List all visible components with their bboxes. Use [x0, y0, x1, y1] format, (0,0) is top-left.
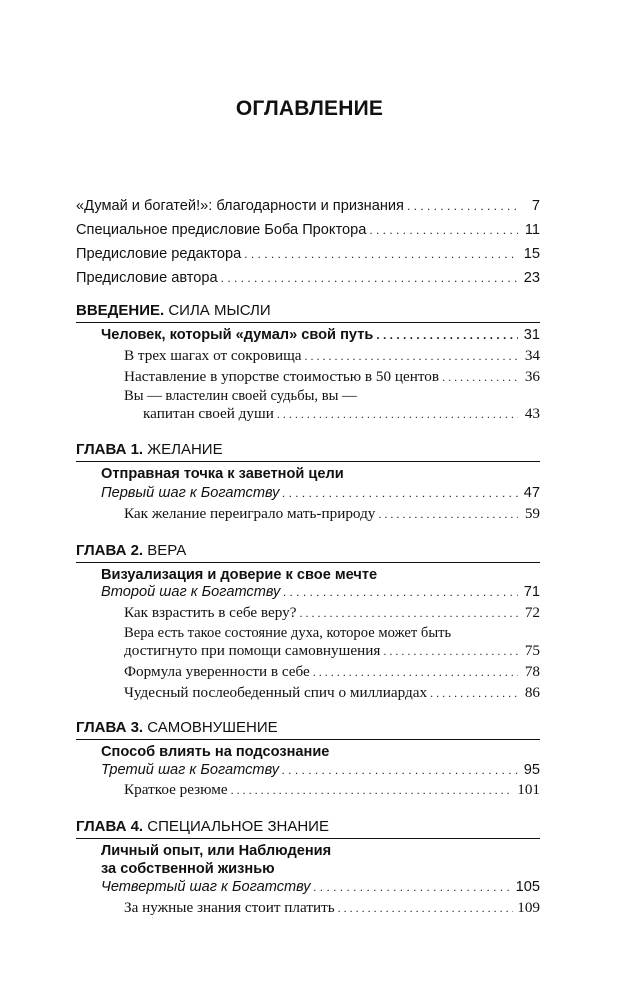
leader-dots: [299, 603, 518, 623]
toc-subtitle: Способ влиять на подсознание: [101, 744, 330, 760]
toc-entry-page: 7: [531, 198, 540, 214]
toc-entry-page: 78: [524, 663, 540, 680]
page-title: ОГЛАВЛЕНИЕ: [235, 97, 384, 120]
toc-step-title: Второй шаг к Богатству: [101, 584, 281, 600]
leader-dots: [244, 244, 518, 264]
toc-entry-title: За нужные знания стоит платить: [124, 899, 335, 916]
section-name: ВЕРА: [143, 542, 187, 559]
section-label: ГЛАВА 4.: [76, 818, 144, 835]
toc-entry-page: 95: [523, 762, 540, 778]
toc-entry-page: 71: [523, 584, 540, 600]
toc-entry[interactable]: [76, 268, 540, 288]
toc-entry-title: Специальное предисловие Боба Проктора: [76, 222, 367, 238]
leader-dots: [383, 641, 518, 661]
toc-entry-page: 72: [524, 604, 540, 621]
toc-entry-page: 43: [524, 405, 540, 422]
toc-entry-page: 105: [515, 879, 540, 895]
section-heading-chapter-2: [76, 541, 186, 561]
toc-entry-page: 75: [524, 642, 540, 659]
section-heading-chapter-1: [76, 440, 223, 460]
toc-entry[interactable]: [101, 325, 540, 345]
section-name: СИЛА МЫСЛИ: [164, 302, 271, 319]
section-divider: [76, 838, 540, 839]
leader-dots: [277, 404, 518, 424]
section-label: ВВЕДЕНИЕ.: [76, 302, 165, 319]
toc-entry-page: 109: [517, 899, 540, 916]
leader-dots: [376, 325, 518, 345]
toc-entry-title: капитан своей души: [143, 405, 274, 422]
toc-entry[interactable]: [124, 603, 540, 623]
section-name: СПЕЦИАЛЬНОЕ ЗНАНИЕ: [143, 818, 329, 835]
toc-entry[interactable]: [124, 367, 540, 387]
toc-entry[interactable]: [101, 760, 540, 780]
leader-dots: [282, 483, 518, 503]
section-divider: [76, 322, 540, 323]
toc-entry-title: Формула уверенности в себе: [124, 663, 310, 680]
toc-entry-title: Наставление в упорстве стоимостью в 50 центов: [124, 368, 440, 385]
section-divider: [76, 739, 540, 740]
leader-dots: [221, 268, 518, 288]
toc-entry[interactable]: [101, 483, 540, 503]
section-name: ЖЕЛАНИЕ: [143, 441, 223, 458]
toc-step-title: Первый шаг к Богатству: [101, 485, 280, 501]
toc-entry[interactable]: [101, 582, 540, 602]
toc-entry-title: Чудесный послеобеденный спич о миллиардах: [124, 684, 428, 701]
section-heading-chapter-3: [76, 718, 278, 738]
toc-entry[interactable]: [124, 346, 540, 366]
leader-dots: [407, 196, 518, 216]
leader-dots: [369, 220, 518, 240]
toc-entry-title: Как взрастить в себе веру?: [124, 604, 297, 621]
toc-step-title: Четвертый шаг к Богатству: [101, 879, 311, 895]
toc-entry-title: Как желание переиграло мать-природу: [124, 505, 376, 522]
toc-entry-page: 36: [524, 368, 540, 385]
toc-subtitle: Человек, который «думал» свой путь: [101, 327, 374, 343]
toc-entry[interactable]: [124, 504, 540, 524]
section-label: ГЛАВА 2.: [76, 542, 144, 559]
toc-entry-title-line[interactable]: Вера есть такое состояние духа, которое может быть: [124, 625, 452, 641]
leader-dots: [430, 683, 518, 703]
toc-entry[interactable]: [124, 780, 540, 800]
toc-entry-title: «Думай и богатей!»: благодарности и признания: [76, 198, 404, 214]
toc-entry-page: 23: [523, 270, 540, 286]
toc-entry[interactable]: [76, 196, 540, 216]
toc-entry-title-line[interactable]: Вы — властелин своей судьбы, вы —: [124, 388, 357, 404]
section-divider: [76, 461, 540, 462]
section-name: САМОВНУШЕНИЕ: [143, 719, 278, 736]
section-divider: [76, 562, 540, 563]
toc-entry[interactable]: [124, 641, 540, 661]
toc-entry-page: 86: [524, 684, 540, 701]
toc-subtitle: Визуализация и доверие к свое мечте: [101, 567, 378, 583]
toc-subtitle: за собственной жизнью: [101, 861, 275, 877]
toc-entry[interactable]: [124, 683, 540, 703]
toc-entry-page: 101: [517, 781, 540, 798]
leader-dots: [283, 582, 518, 602]
toc-entry[interactable]: [143, 404, 540, 424]
leader-dots: [282, 760, 518, 780]
toc-entry[interactable]: [124, 898, 540, 918]
toc-step-title: Третий шаг к Богатству: [101, 762, 280, 778]
toc-entry[interactable]: [101, 877, 540, 897]
toc-entry-title: Предисловие редактора: [76, 246, 242, 262]
toc-entry-page: 34: [524, 347, 540, 364]
toc-entry-page: 59: [524, 505, 540, 522]
leader-dots: [378, 504, 518, 524]
toc-subtitle: Отправная точка к заветной цели: [101, 466, 344, 482]
leader-dots: [313, 662, 518, 682]
leader-dots: [231, 780, 514, 800]
section-label: ГЛАВА 3.: [76, 719, 144, 736]
toc-entry-page: 15: [523, 246, 540, 262]
toc-entry[interactable]: [76, 244, 540, 264]
toc-entry-page: 31: [523, 327, 540, 343]
toc-subtitle: Личный опыт, или Наблюдения: [101, 843, 332, 859]
leader-dots: [314, 877, 512, 897]
toc-entry[interactable]: [124, 662, 540, 682]
leader-dots: [338, 898, 514, 918]
toc-entry-page: 47: [523, 485, 540, 501]
toc-entry-title: достигнуто при помощи самовнушения: [124, 642, 381, 659]
toc-entry-title: Краткое резюме: [124, 781, 228, 798]
leader-dots: [442, 367, 518, 387]
toc-entry-title: В трех шагах от сокровища: [124, 347, 302, 364]
toc-entry-title: Предисловие автора: [76, 270, 218, 286]
section-heading-chapter-4: [76, 817, 329, 837]
section-label: ГЛАВА 1.: [76, 441, 144, 458]
toc-entry[interactable]: [76, 220, 540, 240]
section-heading-intro: [76, 301, 271, 321]
toc-entry-page: 11: [524, 222, 540, 238]
leader-dots: [305, 346, 518, 366]
